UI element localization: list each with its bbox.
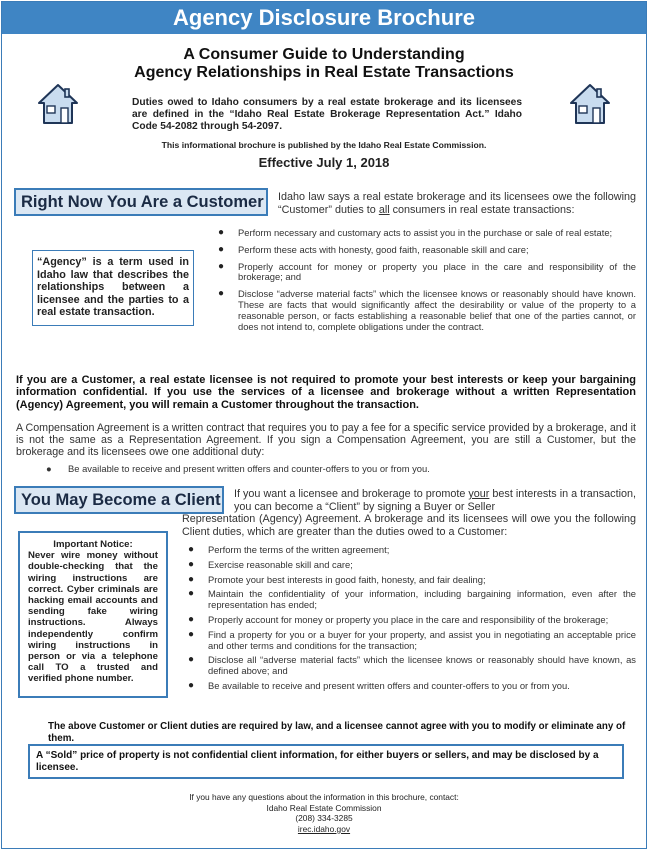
list-item: ● Disclose “adverse material facts” which the licensee knows or reasonably should have known. These are facts that would significantly affect the desirability or value of the property to a reasonable person, or facts establishing a reasonable belief that one of the parties cannot, or does not intend to, complete obligations under the contract. [218,288,636,332]
bullet-icon: ● [46,463,52,474]
list-item: ● Perform the terms of the written agreement; [188,544,390,555]
customer-lead-start: Idaho law says a real estate brokerage and its licensees owe the following “Customer” duties to [278,191,636,216]
wire-fraud-notice [18,531,168,698]
bullet-icon: ● [188,544,195,555]
intro-paragraph: Duties owed to Idaho consumers by a real estate brokerage and its licensees are defined in the “Idaho Real Estate Brokerage Representation Act.” Idaho Code 54-2082 through 54-2097. [132,97,522,132]
contact-phone: (208) 334-3285 [295,813,353,824]
contact-intro: If you have any questions about the information in this brochure, contact: [189,792,459,802]
list-item: ● Be available to receive and present written offers and counter-offers to you or from you. [188,679,570,691]
published-note: This informational brochure is published by the Idaho Real Estate Commission. [161,140,487,150]
list-item: ● Properly account for money or property you place in the care and responsibility of the brokerage; and [218,260,636,283]
customer-section-heading: Right Now You Are a Customer [14,188,268,216]
bullet-icon: ● [188,628,195,640]
bullet-icon: ● [188,679,195,691]
contact-block [2,792,646,834]
legal-requirement-paragraph: The above Customer or Client duties are required by law, and a licensee cannot agree with you to modify or eliminate any of them. [48,721,626,744]
bullet-icon: ● [218,227,225,238]
list-item: ● Exercise reasonable skill and care; [188,558,353,570]
client-duties-list [188,545,636,696]
notice-title: Important Notice: [53,539,133,550]
list-item: ● Promote your best interests in good faith, honesty, and fair dealing; [188,573,486,585]
effective-date: Effective July 1, 2018 [258,155,390,170]
client-lead-emphasis: your [468,488,490,500]
website-link[interactable]: irec.idaho.gov [297,823,351,834]
client-lead-rest: Representation (Agency) Agreement. A brokerage and its licensees will owe you the following Client duties, which are greater than the duties owed to a Customer: [182,513,636,538]
sold-price-notice: A “Sold” price of property is not confidential client information, for either buyers or sellers, and may be disclosed by a licensee. [28,744,624,779]
list-item: ● Find a property for you or a buyer for your property, and assist you in negotiating an acceptable price and other terms and conditions for the transaction; [188,628,636,651]
subtitle-line-1: A Consumer Guide to Understanding [183,46,465,63]
list-item: ● Maintain the confidentiality of your information, including bargaining information, even after the representation has ended; [188,588,636,611]
bullet-icon: ● [188,588,195,600]
customer-lead [278,191,636,216]
list-item: ● Disclose all “adverse material facts” which the licensee knows or reasonably should have known, as defined above; and [188,654,636,677]
customer-warning-paragraph: If you are a Customer, a real estate licensee is not required to promote your best interests or keep your bargaining information confidential. If you use the services of a licensee and brokerage without a written Representation (Agency) Agreement, you will remain a Customer throughout the transaction. [16,374,636,411]
bullet-icon: ● [218,260,225,272]
agency-definition-box: “Agency” is a term used in Idaho law that describes the relationships between a licensee and the parties to a real estate transaction. [32,250,194,326]
list-item: ● Perform these acts with honesty, good faith, reasonable skill and care; [218,243,529,255]
subtitle [2,46,646,82]
notice-body: Never wire money without double-checking that the wiring instructions are correct. Cyber criminals are hacking email accounts and sending fake wiring instructions. Always independently confirm wiring instructions in person or via a telephone call TO a trusted and verified phone number. [28,550,158,685]
banner-title: Agency Disclosure Brochure [173,5,475,30]
bullet-icon: ● [218,243,225,255]
customer-lead-end: consumers in real estate transactions: [389,203,575,216]
client-lead-first: If you want a licensee and brokerage to promote your best interests in a transaction, you can become a “Client” by signing a Buyer or Seller [234,488,636,513]
client-section-heading: You May Become a Client [14,486,224,514]
house-icon [36,82,80,126]
banner [2,2,646,34]
bullet-icon: ● [188,654,195,666]
customer-duties-list [218,228,636,338]
list-item: ● Properly account for money or property you place in the care and responsibility of the brokerage; [188,613,609,625]
house-icon [568,82,612,126]
bullet-icon: ● [188,573,195,585]
compensation-paragraph: A Compensation Agreement is a written contract that requires you to pay a fee for a specific service provided by a brokerage, and it is not the same as a Representation Agreement. If you sign a Compensation Agreement, you are still a Customer, but the brokerage and its licensees owe one additional duty: [16,422,636,459]
subtitle-line-2: Agency Relationships in Real Estate Transactions [134,64,514,81]
client-lead [182,488,636,538]
customer-lead-emphasis: all [378,203,390,216]
bullet-icon: ● [188,558,195,570]
bullet-icon: ● [188,613,195,625]
brochure-page [1,1,647,849]
contact-org: Idaho Real Estate Commission [266,802,382,813]
list-item: ● Perform necessary and customary acts to assist you in the purchase or sale of real estate; [218,227,613,238]
compensation-duty-item: ● Be available to receive and present written offers and counter-offers to you or from you. [46,463,430,474]
bullet-icon: ● [218,288,225,300]
